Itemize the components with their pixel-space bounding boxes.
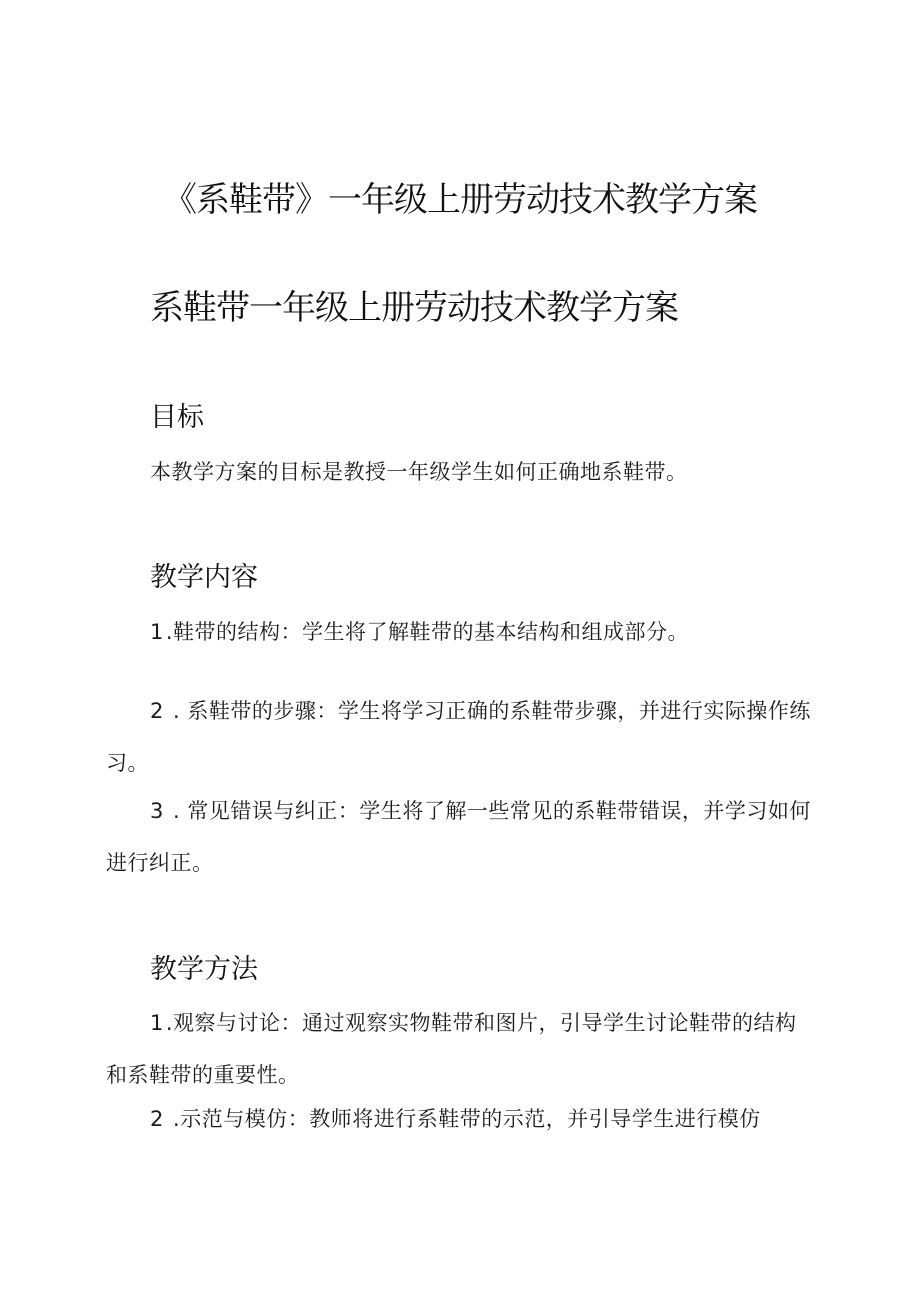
method-item-1 (106, 997, 818, 1101)
item-number: 2 (150, 1107, 164, 1131)
item-text: .鞋带的结构：学生将了解鞋带的基本结构和组成部分。 (165, 620, 690, 644)
item-text: . 常见错误与纠正：学生将了解一些常见的系鞋带错误，并学习如何进行纠正。 (106, 799, 811, 875)
item-text: .示范与模仿：教师将进行系鞋带的示范，并引导学生进行模仿 (165, 1107, 761, 1131)
content-item-3 (106, 785, 818, 889)
content-item-1 (106, 606, 818, 658)
item-number: 2 (150, 699, 164, 723)
section-heading-content: 教学内容 (150, 562, 258, 593)
item-number: 1 (150, 620, 164, 644)
content-item-2 (106, 685, 818, 789)
document-subtitle: 系鞋带一年级上册劳动技术教学方案 (150, 288, 678, 328)
item-number: 1 (150, 1011, 164, 1035)
section-heading-goal: 目标 (150, 402, 204, 433)
section-heading-method: 教学方法 (150, 954, 258, 985)
goal-paragraph: 本教学方案的目标是教授一年级学生如何正确地系鞋带。 (150, 460, 688, 484)
method-item-2 (106, 1093, 818, 1145)
item-number: 3 (150, 799, 164, 823)
item-text: .观察与讨论：通过观察实物鞋带和图片，引导学生讨论鞋带的结构和系鞋带的重要性。 (106, 1011, 797, 1087)
document-title: 《系鞋带》一年级上册劳动技术教学方案 (163, 180, 757, 220)
item-text: . 系鞋带的步骤：学生将学习正确的系鞋带步骤，并进行实际操作练习。 (106, 699, 811, 775)
